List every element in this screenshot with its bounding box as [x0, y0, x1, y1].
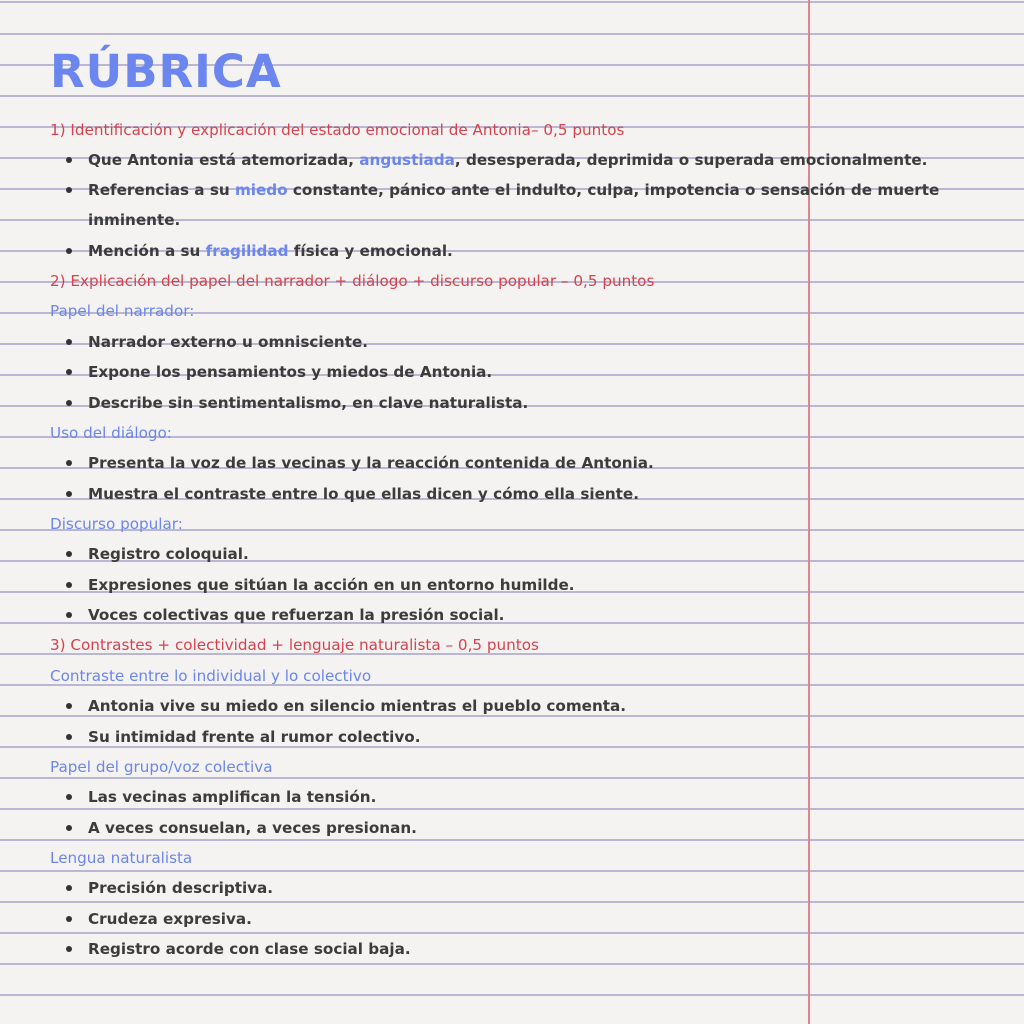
section-3-heading: 3) Contrastes + colectividad + lenguaje naturalista – 0,5 puntos: [50, 636, 539, 654]
list-item: Su intimidad frente al rumor colectivo.: [50, 722, 421, 752]
subheading-contraste: Contraste entre lo individual y lo colectivo: [50, 667, 372, 685]
page-title: RÚBRICA: [50, 45, 282, 98]
section-1-heading: 1) Identificación y explicación del estado emocional de Antonia– 0,5 puntos: [50, 121, 625, 139]
list-item: Registro coloquial.: [50, 539, 249, 569]
list-item: Las vecinas amplifican la tensión.: [50, 782, 376, 812]
section-1-bullet-3: Mención a su fragilidad física y emocional.: [50, 236, 453, 266]
list-item: Crudeza expresiva.: [50, 904, 252, 934]
list-item: Presenta la voz de las vecinas y la reacción contenida de Antonia.: [50, 448, 654, 478]
subheading-lengua: Lengua naturalista: [50, 849, 193, 867]
list-item: Expresiones que sitúan la acción en un entorno humilde.: [50, 570, 575, 600]
list-item: Voces colectivas que refuerzan la presión social.: [50, 600, 504, 630]
section-1-bullet-2: Referencias a su miedo constante, pánico ante el indulto, culpa, impotencia o sensación de muerte: [50, 175, 939, 205]
list-item: Expone los pensamientos y miedos de Antonia.: [50, 357, 492, 387]
list-item: Registro acorde con clase social baja.: [50, 934, 411, 964]
list-item: Antonia vive su miedo en silencio mientras el pueblo comenta.: [50, 691, 626, 721]
subheading-narrador: Papel del narrador:: [50, 302, 195, 320]
list-item: Precisión descriptiva.: [50, 873, 273, 903]
list-item: Describe sin sentimentalismo, en clave naturalista.: [50, 388, 528, 418]
section-1-bullet-2-continued: inminente.: [88, 211, 181, 229]
subheading-grupo: Papel del grupo/voz colectiva: [50, 758, 273, 776]
subheading-dialogo: Uso del diálogo:: [50, 424, 172, 442]
subheading-popular: Discurso popular:: [50, 515, 183, 533]
list-item: Narrador externo u omnisciente.: [50, 327, 368, 357]
section-2-heading: 2) Explicación del papel del narrador + diálogo + discurso popular – 0,5 puntos: [50, 272, 655, 290]
section-1-bullet-1: Que Antonia está atemorizada, angustiada, desesperada, deprimida o superada emocionalmente.: [50, 145, 927, 175]
list-item: A veces consuelan, a veces presionan.: [50, 813, 417, 843]
list-item: Muestra el contraste entre lo que ellas dicen y cómo ella siente.: [50, 479, 639, 509]
